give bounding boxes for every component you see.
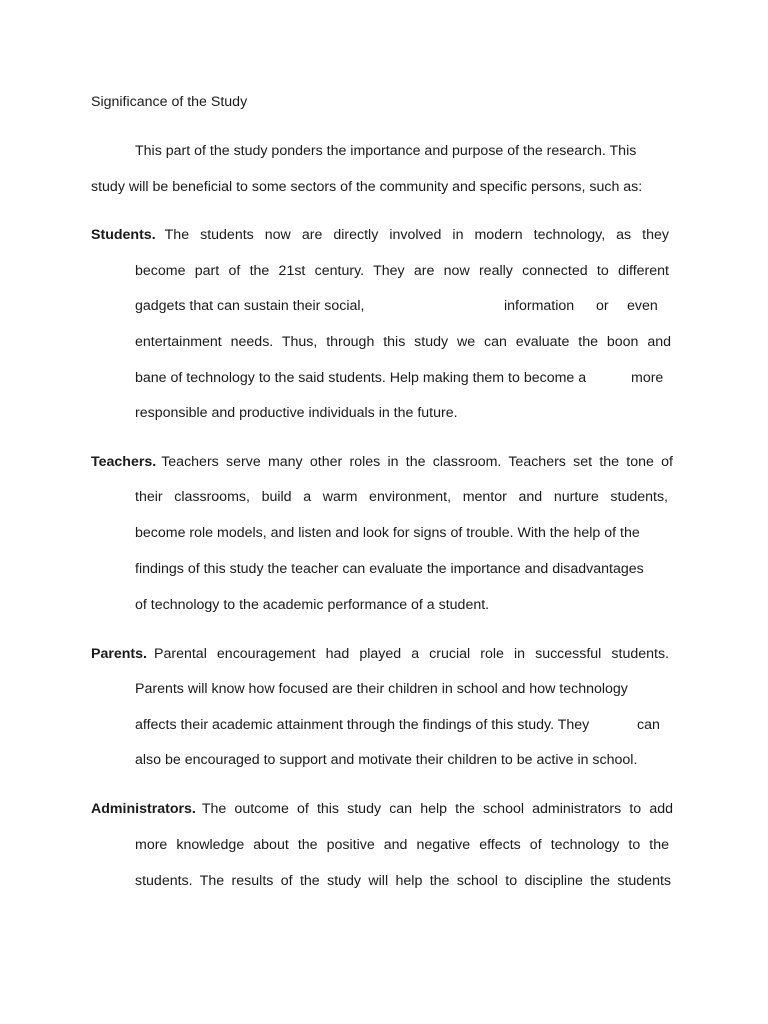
students-line-4: entertainment needs. Thus, through this study we can evaluate the boon and: [135, 334, 671, 350]
teachers-line-4: findings of this study the teacher can evaluate the importance and disadvantages: [135, 561, 644, 577]
teachers-line-2: their classrooms, build a warm environment, mentor and nurture students,: [135, 489, 668, 505]
students-line-5b: more: [631, 370, 664, 386]
students-line-3d: even: [627, 298, 658, 314]
teachers-paragraph-first-line: [91, 452, 673, 472]
parents-line-3a: affects their academic attainment through the findings of this study. They: [135, 717, 590, 733]
teachers-line-5: of technology to the academic performance of a student.: [135, 597, 490, 613]
administrators-term: Administrators.: [91, 801, 196, 817]
teachers-line-1: Teachers serve many other roles in the classroom. Teachers set the tone of: [161, 454, 673, 470]
parents-line-4: also be encouraged to support and motivate their children to be active in school.: [135, 752, 638, 768]
teachers-line-3: become role models, and listen and look for signs of trouble. With the help of the: [135, 525, 640, 541]
parents-term: Parents.: [91, 646, 147, 662]
intro-line-2: study will be beneficial to some sectors of the community and specific persons, such as:: [91, 179, 643, 195]
students-term: Students.: [91, 227, 156, 243]
students-line-3a: gadgets that can sustain their social,: [135, 298, 365, 314]
parents-line-1: Parental encouragement had played a crucial role in successful students.: [154, 646, 669, 662]
parents-line-3b: can: [637, 717, 660, 733]
administrators-line-2: more knowledge about the positive and negative effects of technology to the: [135, 837, 669, 853]
administrators-paragraph-first-line: [91, 799, 673, 819]
administrators-line-1: The outcome of this study can help the school administrators to add: [201, 801, 673, 817]
administrators-line-3: students. The results of the study will help the school to discipline the students: [135, 873, 671, 889]
students-line-2: become part of the 21st century. They are now really connected to different: [135, 263, 669, 279]
intro-line-1: This part of the study ponders the importance and purpose of the research. This: [135, 143, 637, 159]
students-line-6: responsible and productive individuals in the future.: [135, 405, 458, 421]
students-line-5a: bane of technology to the said students. Help making them to become a: [135, 370, 587, 386]
page-title: Significance of the Study: [91, 94, 248, 110]
parents-line-2: Parents will know how focused are their children in school and how technology: [135, 681, 628, 697]
teachers-term: Teachers.: [91, 454, 157, 470]
students-line-3c: or: [596, 298, 609, 314]
students-line-3b: information: [504, 298, 575, 314]
parents-paragraph-first-line: [91, 644, 669, 664]
students-paragraph-first-line: [91, 225, 669, 245]
students-line-1: The students now are directly involved in modern technology, as they: [164, 227, 669, 243]
